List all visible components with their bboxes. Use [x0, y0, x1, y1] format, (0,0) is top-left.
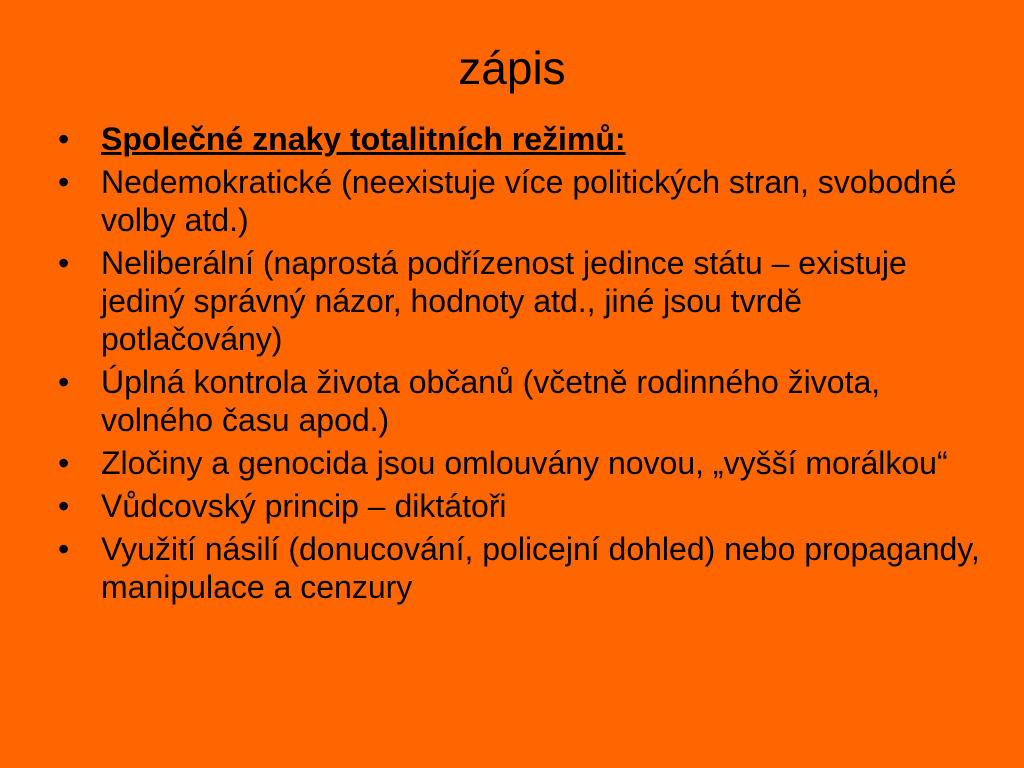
bullet-icon: •	[58, 364, 70, 400]
bullet-icon: •	[58, 245, 70, 281]
bullet-item	[56, 363, 986, 439]
bullet-icon: •	[58, 488, 70, 524]
bullet-text: Využití násilí (donucování, policejní dohled) nebo propagandy, manipulace a cenzury	[101, 531, 980, 605]
bullet-item	[56, 244, 986, 358]
bullet-icon: •	[58, 531, 70, 567]
bullet-icon: •	[58, 445, 70, 481]
bullet-icon: •	[58, 164, 70, 200]
bullet-item-heading	[56, 120, 986, 158]
bullet-text: Úplná kontrola života občanů (včetně rodinného života, volného času apod.)	[101, 364, 881, 438]
bullet-item	[56, 444, 986, 482]
bullet-text: Společné znaky totalitních režimů:	[101, 121, 626, 157]
bullet-item	[56, 163, 986, 239]
bullet-icon: •	[58, 121, 70, 157]
bullet-item	[56, 487, 986, 525]
bullet-text: Nedemokratické (neexistuje více politických stran, svobodné volby atd.)	[101, 164, 957, 238]
bullet-item	[56, 530, 986, 606]
slide-title: zápis	[458, 42, 566, 94]
bullet-list	[56, 120, 986, 611]
bullet-text: Vůdcovský princip – diktátoři	[101, 488, 507, 524]
bullet-text: Zločiny a genocida jsou omlouvány novou, „vyšší morálkou“	[101, 445, 948, 481]
bullet-text: Neliberální (naprostá podřízenost jedince státu – existuje jediný správný názor, hodnoty atd., jiné jsou tvrdě potlačovány)	[101, 245, 907, 357]
